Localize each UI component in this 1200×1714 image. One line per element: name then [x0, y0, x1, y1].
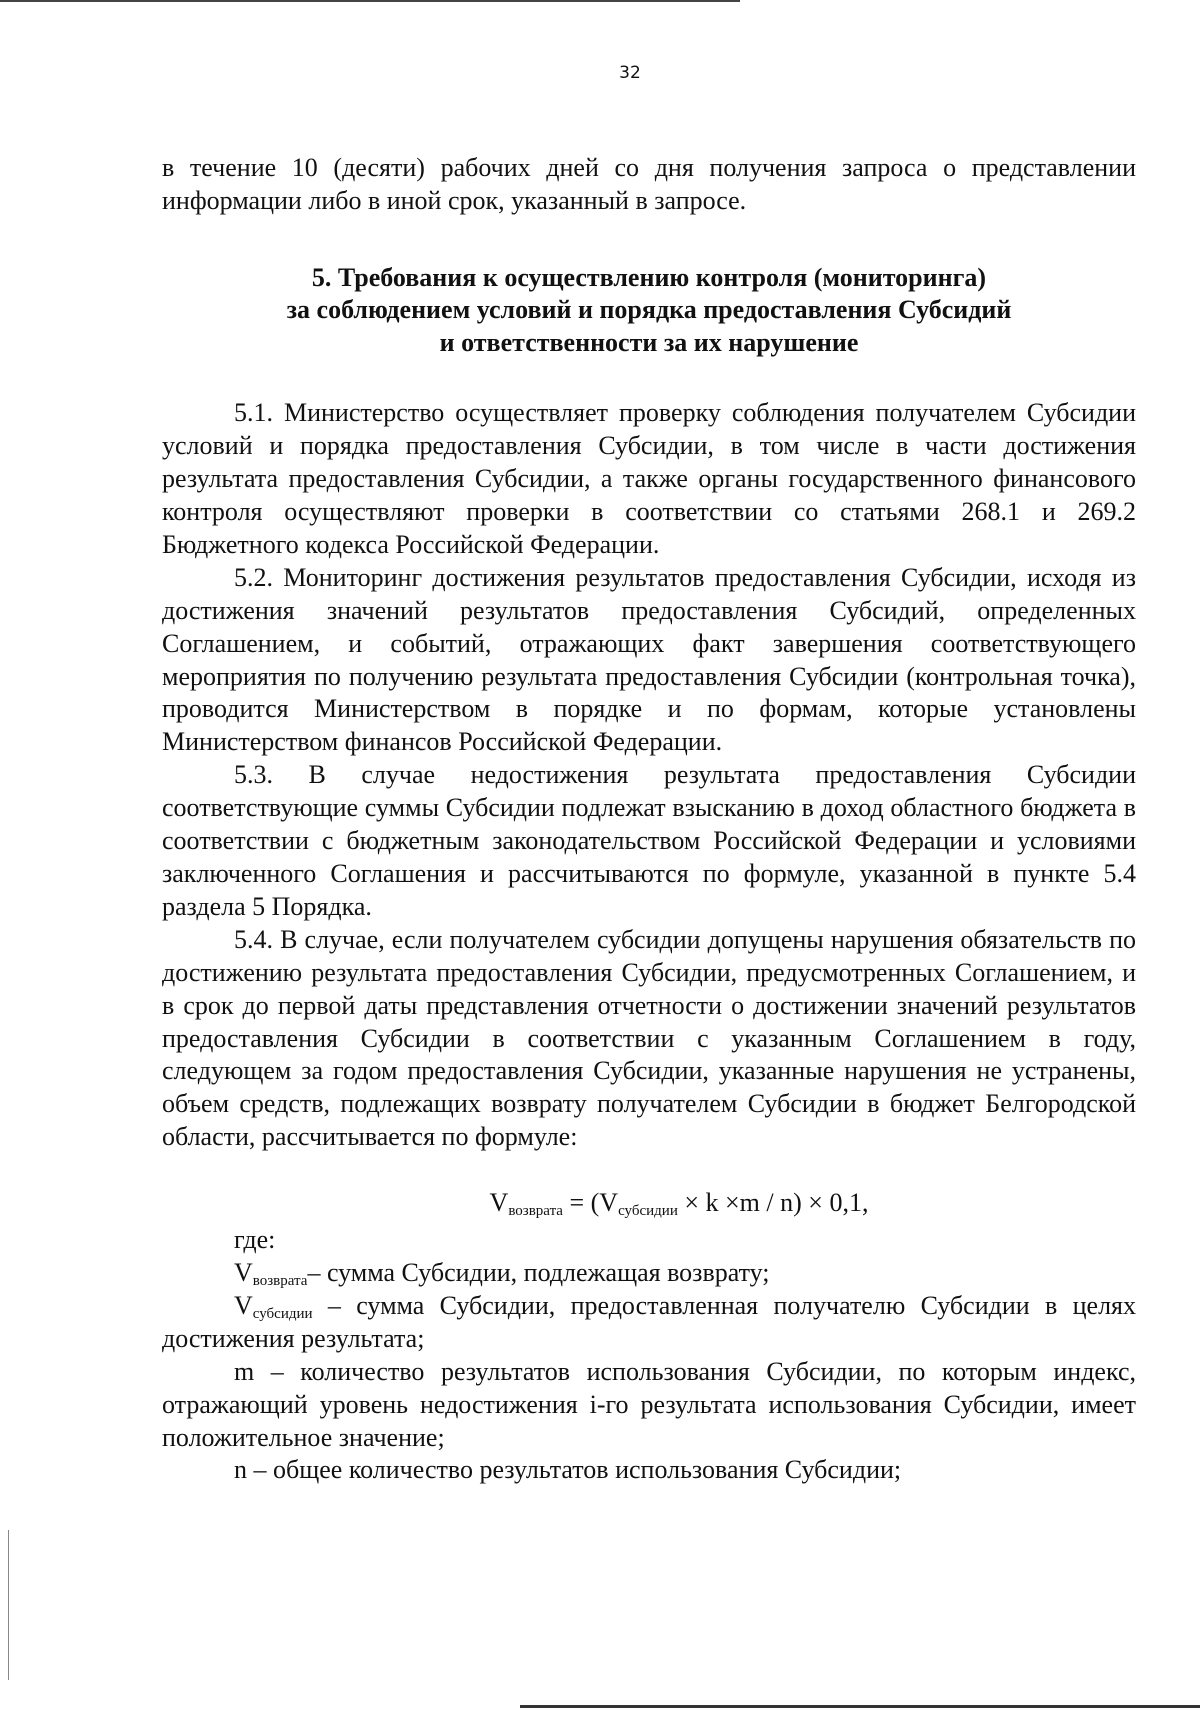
paragraph-5-2: 5.2. Мониторинг достижения результатов предоставления Субсидии, исходя из достижения значений результатов предоставления Субсидий, определенных Соглашением, и событий, отражающих факт завершения соответствующего мероприятия по получению результата предоставления Субсидии (контрольная точка), проводится Министерством в порядке и по формам, которые установлены Министерством финансов Российской Федерации.: [162, 562, 1136, 757]
return-formula: [162, 1187, 1136, 1220]
document-body: [162, 152, 1136, 1487]
scan-edge-left: [8, 1530, 9, 1680]
intro-paragraph: в течение 10 (десяти) рабочих дней со дня получения запроса о представлении информации либо в иной срок, указанный в запросе.: [162, 153, 1136, 215]
scan-edge-top: [0, 0, 740, 2]
v-return-text: – сумма Субсидии, подлежащая возврату;: [307, 1257, 770, 1287]
formula-return-subscript: возврата: [508, 1203, 563, 1220]
definition-m: m – количество результатов использования Субсидии, по которым индекс, отражающий уровень недостижения i-го результата использования Субсидии, имеет положительное значение;: [162, 1356, 1136, 1452]
definition-v-return: [162, 1257, 1136, 1290]
section-heading-line-2: за соблюдением условий и порядка предоставления Субсидий: [286, 295, 1012, 325]
section-heading: [162, 262, 1136, 360]
v-return-subscript: возврата: [252, 1272, 308, 1289]
formula-equals-open: = (V: [562, 1188, 619, 1218]
v-return-symbol: V: [234, 1257, 253, 1287]
formula-subsidy-subscript: субсидии: [618, 1203, 678, 1220]
section-heading-line-3: и ответственности за их нарушение: [439, 327, 859, 357]
paragraph-5-4: 5.4. В случае, если получателем субсидии допущены нарушения обязательств по достижению результата предоставления Субсидии, предусмотренных Соглашением, и в срок до первой даты представления отчетности о достижении значений результатов предоставления Субсидии в соответствии с указанным Соглашением в году, следующем за годом предоставления Субсидии, указанные нарушения не устранены, объем средств, подлежащих возврату получателем Субсидии в бюджет Белгородской области, рассчитывается по формуле:: [162, 924, 1136, 1152]
formula-v-symbol: V: [489, 1188, 509, 1218]
v-subsidy-subscript: субсидии: [252, 1305, 313, 1322]
definition-n: n – общее количество результатов использования Субсидии;: [234, 1455, 902, 1485]
scan-edge-bottom: [520, 1705, 1200, 1708]
v-subsidy-text: – сумма Субсидии, предоставленная получателю Субсидии в целях достижения результата;: [162, 1290, 1136, 1353]
formula-rest: × k ×m / n) × 0,1,: [677, 1188, 869, 1218]
v-subsidy-symbol: V: [234, 1290, 253, 1320]
page-number: 32: [619, 63, 641, 83]
section-heading-line-1: 5. Требования к осуществлению контроля (мониторинга): [311, 262, 987, 292]
definition-v-subsidy: [162, 1290, 1136, 1356]
definitions-where: где:: [234, 1225, 276, 1255]
paragraph-5-1: 5.1. Министерство осуществляет проверку соблюдения получателем Субсидии условий и порядка предоставления Субсидии, в том числе в части достижения результата предоставления Субсидии, а также органы государственного финансового контроля осуществляют проверки в соответствии со статьями 268.1 и 269.2 Бюджетного кодекса Российской Федерации.: [162, 398, 1136, 559]
paragraph-5-3: 5.3. В случае недостижения результата предоставления Субсидии соответствующие суммы Субсидии подлежат взысканию в доход областного бюджета в соответствии с бюджетным законодательством Российской Федерации и условиями заключенного Соглашения и рассчитываются по формуле, указанной в пункте 5.4 раздела 5 Порядка.: [162, 760, 1136, 921]
